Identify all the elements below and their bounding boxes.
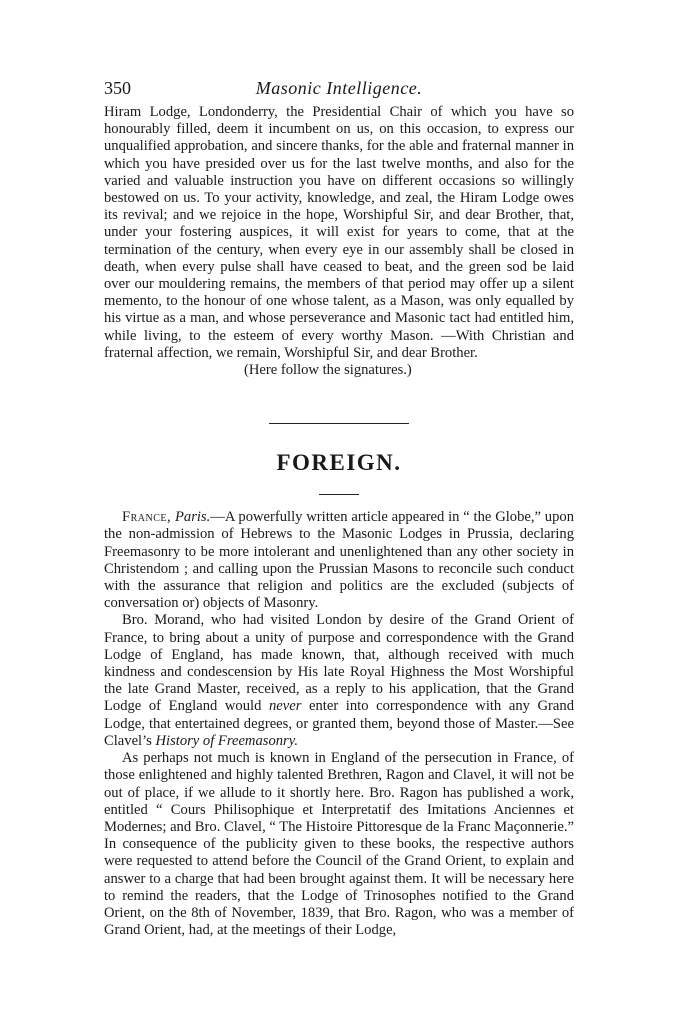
- foreign-paragraph-morand: [104, 612, 574, 750]
- page-number: 350: [104, 78, 131, 98]
- place-city: Paris.: [174, 509, 211, 526]
- heading-underline-rule: [319, 494, 359, 495]
- paragraph-text: enter into correspondence with any Grand Lodge, that entertained degrees, or granted them, beyond those of Master.—See Clavel’s: [104, 698, 574, 749]
- signature-note: (Here follow the signatures.): [244, 362, 412, 379]
- letter-paragraph: Hiram Lodge, Londonderry, the Presidential Chair of which you have so honourably filled, deem it incumbent on us, on this occasion, to express our unqualified approbation, and sincere thanks, for the able and fraternal manner in which you have presided over us for the last twelve months, and also for the varied and valuable instruction you have on different occasions so willingly bestowed on us. To your activity, knowledge, and zeal, the Hiram Lodge owes its revival; and we rejoice in the hope, Worshipful Sir, and dear Brother, that, under your fostering auspices, it will exist for years to come, that at the termination of the century, when every eye in our assembly shall be closed in death, when every pulse shall have ceased to beat, and the green sod be laid over our mouldering remains, the members of that period may offer up a silent memento, to the honour of one whose talent, as a Mason, was only equalled by his virtue as a man, and whose perseverance and Masonic tact had entitled him, while living, to the esteem of every worthy Mason. —With Christian and fraternal affection, we remain, Worshipful Sir, and dear Brother.: [104, 104, 574, 361]
- book-page: [104, 78, 574, 939]
- paragraph-text: Bro. Morand, who had visited London by desire of the Grand Orient of France, to bring about a unity of purpose and correspondence with the Grand Lodge of England, has made known, that, although received with much kindness and condescension by His late Royal Highness the Most Worshipful the late Grand Master, received, as a reply to his application, that the Grand Lodge of England would: [104, 612, 574, 715]
- section-heading: FOREIGN.: [276, 450, 402, 476]
- emphasis-never: never: [269, 698, 302, 715]
- book-title: History of Freemasonry.: [155, 732, 299, 749]
- running-title: Masonic Intelligence.: [255, 78, 423, 98]
- paragraph-text: —A powerfully written article appeared in “ the Globe,” upon the non-admission of Hebrews to the Masonic Lodges in Prussia, declaring Freemasonry to be more intolerant and unenlightened than any other society in Christendom ; and calling upon the Prussian Masons to reconcile such conduct with the assurance that religion and politics are the excluded (subjects of conversation or) objects of Masonry.: [104, 509, 574, 612]
- section-divider-rule: [269, 423, 409, 424]
- place-country: France,: [122, 509, 172, 526]
- foreign-paragraph-france: [104, 509, 574, 612]
- running-head: [104, 78, 574, 104]
- foreign-paragraph-persecution: As perhaps not much is known in England of the persecution in France, of those enlightened and highly talented Brethren, Ragon and Clavel, it will not be out of place, if we allude to it shortly here. Bro. Ragon has published a work, entitled “ Cours Philisophique et Interpretatif des Imitations Anciennes et Modernes; and Bro. Clavel, “ The Histoire Pittoresque de la Franc Maçonnerie.” In consequence of the publicity given to these books, the respective authors were requested to attend before the Council of the Grand Orient, to explain and answer to a charge that had been brought against them. It will be necessary here to remind the readers, that the Lodge of Trinosophes notified to the Grand Orient, on the 8th of November, 1839, that Bro. Ragon, who was a member of Grand Orient, had, at the meetings of their Lodge,: [104, 750, 574, 939]
